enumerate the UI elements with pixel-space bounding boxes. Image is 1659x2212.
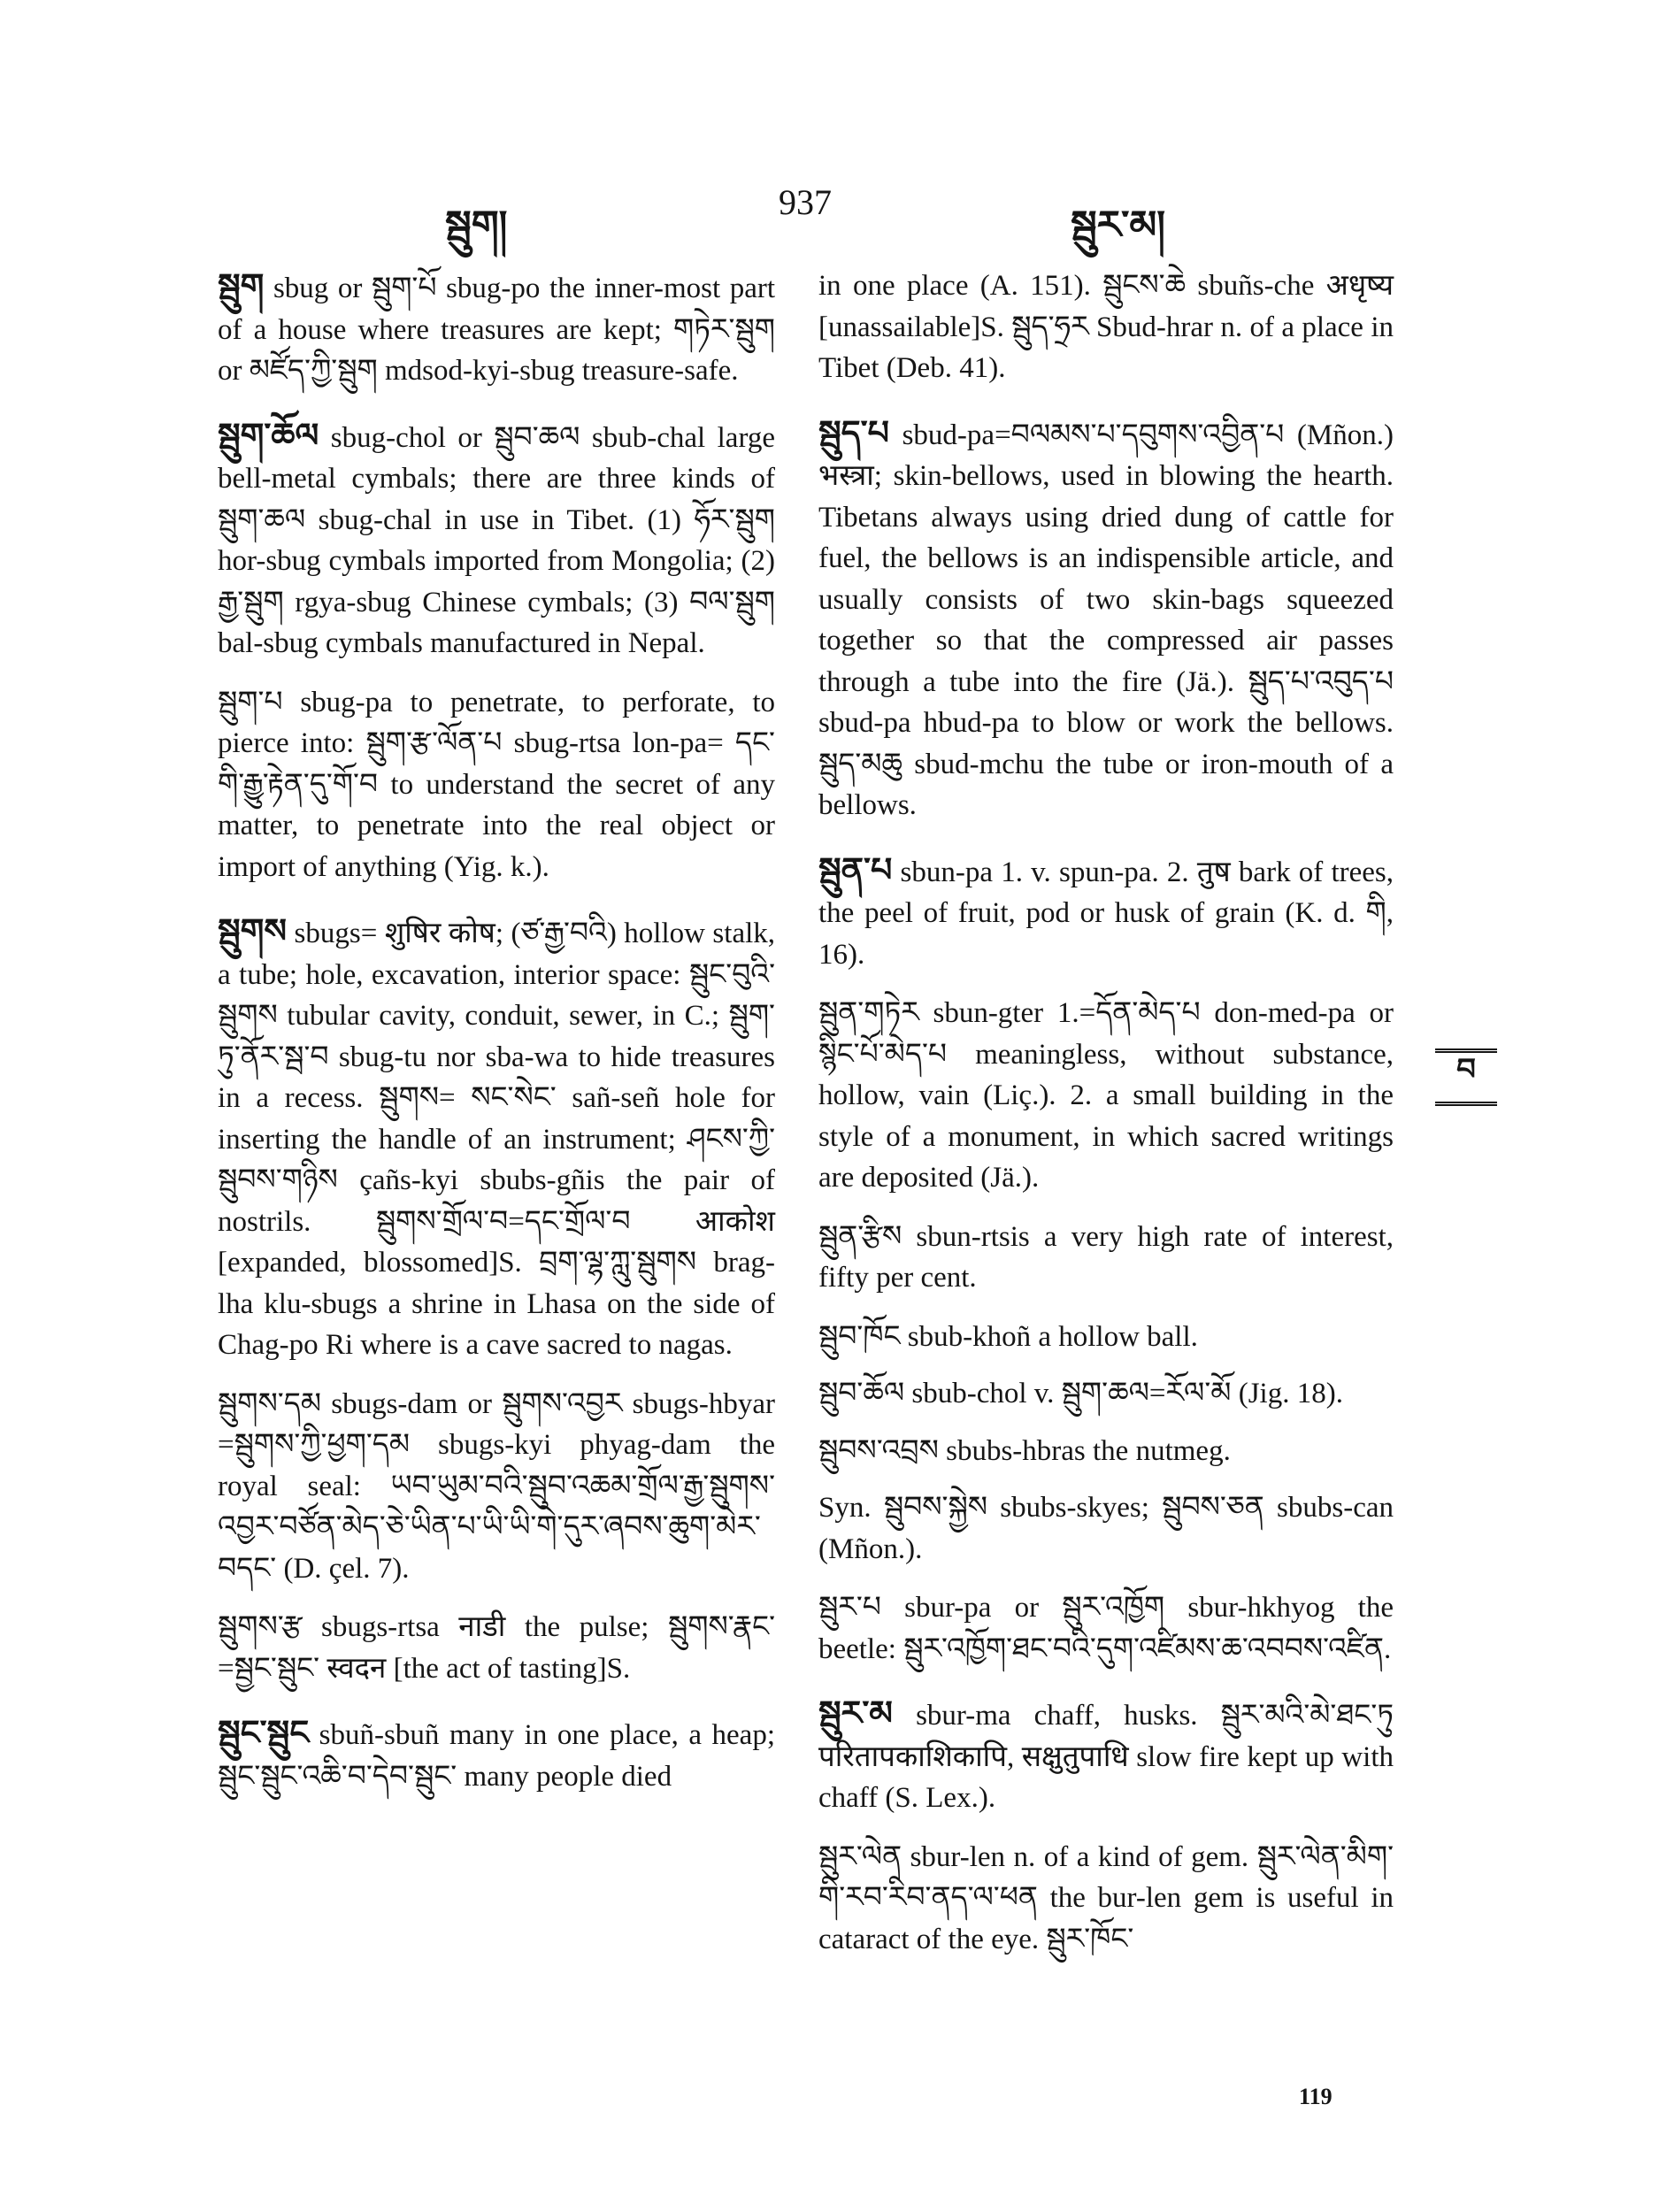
entry-text: སྦུན་གཏེར sbun-gter 1.=དོན་མེད་པ don-med-pa or སྙིང་པོ་མེད་པ meaningless, without substance, hollow, vain (Liç.). 2. a small building in the style of a monument, in which sacred writings are deposited (Jä.). bbox=[818, 997, 1394, 1194]
dictionary-entry bbox=[818, 1373, 1394, 1415]
entry-text: སྦུར་ལེན sbur-len n. of a kind of gem. སྦུར་ལེན་མིག་གི་རབ་རིབ་ནད་ལ་ཕན the bur-len gem is useful in cataract of the eye. སྦུར་ཁོང་ bbox=[818, 1840, 1394, 1955]
dictionary-entry bbox=[218, 1607, 775, 1689]
entry-text: sbud-pa=བལམས་པ་དབུགས་འབྱིན་པ (Mñon.) भस्त्रा; skin-bellows, used in blowing the hearth. Tibetans always using dried dung of cattle for fuel, the bellows is an indispensible article, and usually consists of two skin-bags squeezed together so that the compressed air passes through a tube into the fire (Jä.). སྦུད་པ་འབུད་པ sbud-pa hbud-pa to blow or work the bellows. སྦུད་མཆུ sbud-mchu the tube or iron-mouth of a bellows. bbox=[818, 419, 1394, 821]
entry-text: sbug-chol or སྦུབ་ཆལ sbub-chal large bell-metal cymbals; there are three kinds of སྦུག་ཆལ sbug-chal in use in Tibet. (1) ཧོར་སྦུག hor-sbug cymbals imported from Mongolia; (2) རྒྱ་སྦུག rgya-sbug Chinese cymbals; (3) བལ་སྦུག bal-sbug cymbals manufactured in Nepal. bbox=[218, 421, 775, 659]
entry-text: སྦུབ་ཁོང sbub-khoñ a hollow ball. bbox=[818, 1320, 1198, 1353]
header-right-guideword: སྦུར་མ། bbox=[1071, 203, 1166, 248]
entry-text: སྦུར་པ sbur-pa or སྦུར་འཁྱོག sbur-hkhyog the beetle: སྦུར་འཁྱོག་ཐང་བའི་དུག་འཛིམས་ཆ་འབབས་འཛིན. bbox=[818, 1592, 1394, 1665]
entry-headword: སྦུགས bbox=[218, 911, 288, 950]
dictionary-entry bbox=[818, 1693, 1394, 1819]
entry-text: sbug or སྦུག་པོ sbug-po the inner-most part of a house where treasures are kept; གཏེར་སྦུག or མཛོད་ཀྱི་སྦུག mdsod-kyi-sbug treasure-safe. bbox=[218, 273, 776, 387]
dictionary-entry bbox=[218, 910, 775, 1366]
entry-text: sbun-pa 1. v. spun-pa. 2. तुष bark of trees, the peel of fruit, pod or husk of grain (K. d. གི, 16). bbox=[818, 856, 1394, 971]
dictionary-entry bbox=[818, 849, 1394, 976]
entry-headword: སྦུག་ཆོལ bbox=[218, 415, 319, 455]
entry-headword: སྦུན་པ bbox=[818, 849, 893, 889]
entry-text: sbuñ-sbuñ many in one place, a heap; སྦུང་སྦུང་འཆི་བ་དེབ་སྦུང་ many people died bbox=[218, 1719, 775, 1793]
entry-text: sbur-ma chaff, husks. སྦུར་མའི་མེ་ཐང་ཏུ परितापकाशिकापि, सक्षुतुपाधि slow fire kept up with chaff (S. Lex.). bbox=[818, 1700, 1394, 1814]
entry-text: སྦུན་རྩིས sbun-rtsis a very high rate of interest, fifty per cent. bbox=[818, 1220, 1394, 1294]
right-column bbox=[818, 265, 1394, 1978]
dictionary-entry bbox=[818, 1317, 1394, 1358]
page-number: 937 bbox=[779, 182, 832, 222]
entry-text: སྦུགས་དམ sbugs-dam or སྦུགས་འབྱར sbugs-hbyar =སྦུགས་ཀྱི་ཕྱག་དམ sbugs-kyi phyag-dam the royal seal: ཡབ་ཡུམ་བའི་སྦུབ་འཆམ་གྲོལ་རྒྱ་སྦུགས་འབྱར་བཙོན་མེད་ཅེ་ཡིན་པ་ཡི་ཡི་གེ་དུར་ཞབས་ཆུག་མེར་བདང་ (D. çel. 7). bbox=[218, 1387, 775, 1585]
dictionary-entry bbox=[818, 412, 1394, 826]
dictionary-entry bbox=[218, 265, 775, 392]
left-column bbox=[218, 265, 775, 1815]
entry-text: སྦུབ་ཆོལ sbub-chol v. སྦུག་ཆལ=རོལ་མོ (Jig. 18). bbox=[818, 1378, 1343, 1409]
entry-headword: སྦུད་པ bbox=[818, 412, 889, 452]
dictionary-entry bbox=[818, 1587, 1394, 1670]
entry-text: སྦུགས་རྩ sbugs-rtsa नाडी the pulse; སྦུགས་རྣང་ =སྦྱང་སྦུང་ स्वदन [the act of tasting]S. bbox=[218, 1611, 775, 1685]
dictionary-entry bbox=[218, 415, 775, 664]
entry-text: སྦུག་པ sbug-pa to penetrate, to perforate, to pierce into: སྦུག་རྩ་ལོན་པ sbug-rtsa lon-pa= དང་གི་རྒྱུ་རྟེན་དུ་གོ་བ to understand the secret of any matter, to penetrate into the real object or import of anything (Yig. k.). bbox=[218, 686, 775, 883]
entry-headword: སྦུང་སྦུང bbox=[218, 1713, 310, 1752]
entry-headword: སྦུར་མ bbox=[818, 1694, 893, 1732]
dictionary-entry bbox=[818, 265, 1394, 389]
dictionary-entry bbox=[818, 993, 1394, 1199]
dictionary-entry bbox=[818, 1217, 1394, 1299]
header-left-guideword: སྦུག། bbox=[445, 203, 508, 248]
signature-mark: 119 bbox=[1299, 2084, 1333, 2109]
entry-text: Syn. སྦུབས་སྐྱེས sbubs-skyes; སྦུབས་ཅན sbubs-can (Mñon.). bbox=[818, 1492, 1394, 1565]
dictionary-entry bbox=[218, 1384, 775, 1590]
dictionary-entry bbox=[818, 1431, 1394, 1472]
entry-text: in one place (A. 151). སྦུངས་ཆེ sbuñs-che अधृष्य [unassailable]S. སྦུད་ཧྲར Sbud-hrar n. of a place in Tibet (Deb. 41). bbox=[818, 270, 1394, 384]
thumb-index-tab: བ bbox=[1435, 1048, 1497, 1106]
dictionary-entry bbox=[818, 1837, 1394, 1961]
dictionary-entry bbox=[218, 682, 775, 888]
dictionary-entry bbox=[218, 1712, 775, 1797]
entry-text: sbugs= शुषिर कोष; (ཙ་རྒྱ་བའི) hollow stalk, a tube; hole, excavation, interior space: སྦུང་བུའི་སྦུགས tubular cavity, conduit, sewer, in C.; སྦུག་ཏུ་ནོར་སྦ་བ sbug-tu nor sba-wa to hide treasures in a recess. སྦུགས= སང་སེང་ sañ-señ hole for inserting the handle of an instrument; ཤངས་ཀྱི་སྦུབས་གཉིས çañs-kyi sbubs-gñis the pair of nostrils. སྦུགས་གྲོལ་བ=དང་གྲོལ་བ आकोश [expanded, blossomed]S. བྲག་ལྷ་ཀླུ་སྦུགས brag-lha klu-sbugs a shrine in Lhasa on the side of Chag-po Ri where is a cave sacred to nagas. bbox=[218, 918, 776, 1361]
running-header bbox=[0, 181, 1659, 248]
dictionary-entry bbox=[818, 1487, 1394, 1570]
entry-headword: སྦུག bbox=[218, 266, 265, 305]
entry-text: སྦུབས་འབྲས sbubs-hbras the nutmeg. bbox=[818, 1434, 1231, 1467]
